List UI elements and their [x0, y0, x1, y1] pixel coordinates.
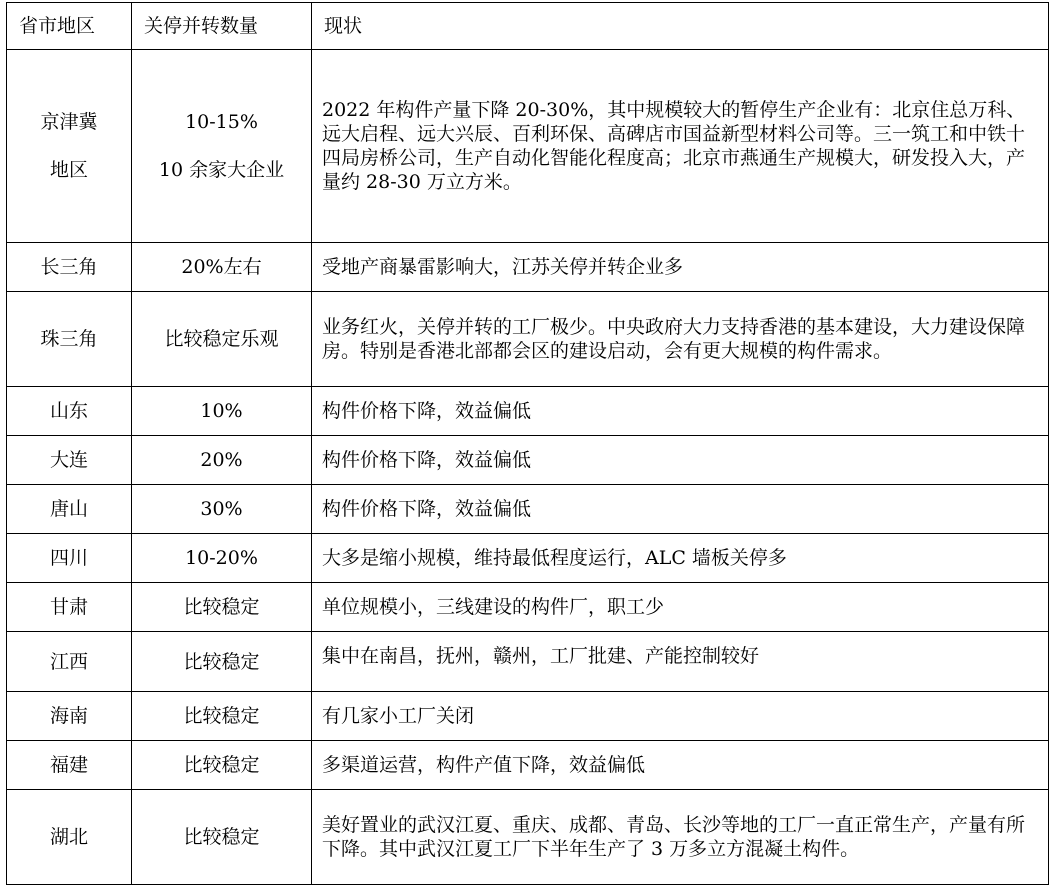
status-cell: 多渠道运营，构件产值下降，效益偏低 [312, 741, 1049, 790]
region-cell: 福建 [7, 741, 132, 790]
status-cell: 有几家小工厂关闭 [312, 692, 1049, 741]
count-cell: 30% [132, 485, 312, 534]
status-cell: 受地产商暴雷影响大，江苏关停并转企业多 [312, 243, 1049, 292]
region-cell: 江西 [7, 632, 132, 692]
count-cell: 比较稳定乐观 [132, 292, 312, 387]
table-row [7, 436, 1049, 485]
count-cell: 比较稳定 [132, 741, 312, 790]
count-line: 10 余家大企业 [158, 159, 285, 181]
count-line: 10-15% [185, 111, 258, 133]
table-row [7, 632, 1049, 692]
region-cell: 山东 [7, 387, 132, 436]
count-cell: 比较稳定 [132, 632, 312, 692]
status-cell: 业务红火，关停并转的工厂极少。中央政府大力支持香港的基本建设，大力建设保障房。特别是香港北部都会区的建设启动，会有更大规模的构件需求。 [312, 292, 1049, 387]
status-cell: 集中在南昌，抚州，赣州，工厂批建、产能控制较好 [312, 632, 1049, 692]
region-line: 京津冀 [40, 111, 98, 133]
region-cell: 长三角 [7, 243, 132, 292]
count-cell: 比较稳定 [132, 790, 312, 885]
status-cell: 单位规模小，三线建设的构件厂，职工少 [312, 583, 1049, 632]
status-cell: 构件价格下降，效益偏低 [312, 387, 1049, 436]
status-cell: 构件价格下降，效益偏低 [312, 436, 1049, 485]
count-cell: 比较稳定 [132, 583, 312, 632]
status-cell: 美好置业的武汉江夏、重庆、成都、青岛、长沙等地的工厂一直正常生产，产量有所下降。其中武汉江夏工厂下半年生产了 3 万多立方混凝土构件。 [312, 790, 1049, 885]
region-cell: 大连 [7, 436, 132, 485]
header-status: 现状 [312, 3, 1049, 50]
table-row [7, 692, 1049, 741]
region-cell: 唐山 [7, 485, 132, 534]
count-cell: 10-20% [132, 534, 312, 583]
region-cell: 湖北 [7, 790, 132, 885]
region-cell: 珠三角 [7, 292, 132, 387]
table-row [7, 387, 1049, 436]
region-cell [7, 50, 132, 243]
status-cell: 构件价格下降，效益偏低 [312, 485, 1049, 534]
count-cell: 20% [132, 436, 312, 485]
table-row [7, 50, 1049, 243]
table-row [7, 534, 1049, 583]
count-cell [132, 50, 312, 243]
count-cell: 20%左右 [132, 243, 312, 292]
table-row [7, 292, 1049, 387]
status-cell: 大多是缩小规模，维持最低程度运行，ALC 墙板关停多 [312, 534, 1049, 583]
count-cell: 比较稳定 [132, 692, 312, 741]
header-row [7, 3, 1049, 50]
region-cell: 海南 [7, 692, 132, 741]
table-row [7, 741, 1049, 790]
table-row [7, 243, 1049, 292]
region-cell: 甘肃 [7, 583, 132, 632]
region-line: 地区 [49, 159, 88, 181]
header-count: 关停并转数量 [132, 3, 312, 50]
count-cell: 10% [132, 387, 312, 436]
region-status-table [6, 2, 1049, 885]
status-cell: 2022 年构件产量下降 20-30%，其中规模较大的暂停生产企业有：北京住总万科、远大启程、远大兴辰、百利环保、高碑店市国益新型材料公司等。三一筑工和中铁十四局房桥公司，生产自动化智能化程度高；北京市燕通生产规模大，研发投入大，产量约 28-30 万立方米。 [312, 50, 1049, 243]
table-row [7, 485, 1049, 534]
region-cell: 四川 [7, 534, 132, 583]
table-row [7, 790, 1049, 885]
table-row [7, 583, 1049, 632]
header-region: 省市地区 [7, 3, 132, 50]
